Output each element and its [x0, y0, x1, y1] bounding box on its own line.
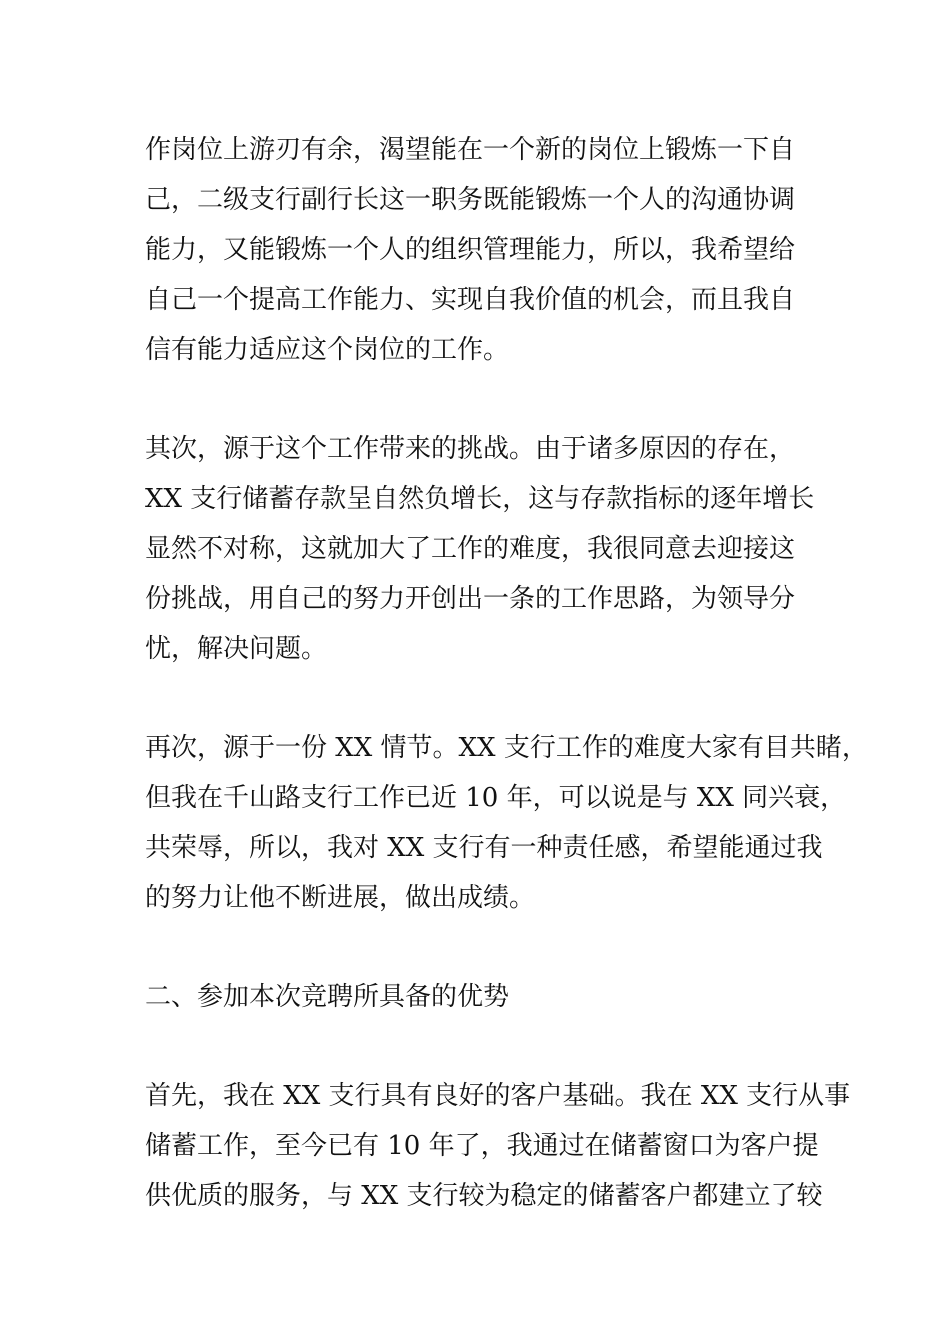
paragraph-line: 再次，源于一份 XX 情节。XX 支行工作的难度大家有目共睹，	[145, 733, 868, 763]
paragraph-line: 己，二级支行副行长这一职务既能锻炼一个人的沟通协调	[145, 185, 796, 215]
paragraph-line: 作岗位上游刃有余，渴望能在一个新的岗位上锻炼一下自	[145, 135, 796, 165]
paragraph-line: 能力，又能锻炼一个人的组织管理能力，所以，我希望给	[145, 235, 796, 265]
paragraph-line: 份挑战，用自己的努力开创出一条的工作思路，为领导分	[145, 584, 796, 614]
paragraph-line: 储蓄工作，至今已有 10 年了，我通过在储蓄窗口为客户提	[145, 1131, 819, 1161]
paragraph-line: 的努力让他不断进展，做出成绩。	[145, 883, 536, 913]
paragraph-line: 供优质的服务，与 XX 支行较为稳定的储蓄客户都建立了较	[145, 1181, 823, 1211]
paragraph-line: 首先，我在 XX 支行具有良好的客户基础。我在 XX 支行从事	[145, 1081, 851, 1111]
paragraph-line: 信有能力适应这个岗位的工作。	[145, 335, 510, 365]
paragraph-line: 忧，解决问题。	[145, 634, 328, 664]
paragraph-line: 自己一个提高工作能力、实现自我价值的机会，而且我自	[145, 285, 796, 315]
paragraph-line: 其次，源于这个工作带来的挑战。由于诸多原因的存在，	[145, 434, 796, 464]
paragraph-line: 共荣辱，所以，我对 XX 支行有一种责任感，希望能通过我	[145, 833, 823, 863]
paragraph-line: 显然不对称，这就加大了工作的难度，我很同意去迎接这	[145, 534, 796, 564]
heading-line: 二、参加本次竞聘所具备的优势	[145, 982, 510, 1012]
paragraph-line: 但我在千山路支行工作已近 10 年，可以说是与 XX 同兴衰，	[145, 783, 847, 813]
paragraph-line: XX 支行储蓄存款呈自然负增长，这与存款指标的逐年增长	[145, 484, 815, 514]
